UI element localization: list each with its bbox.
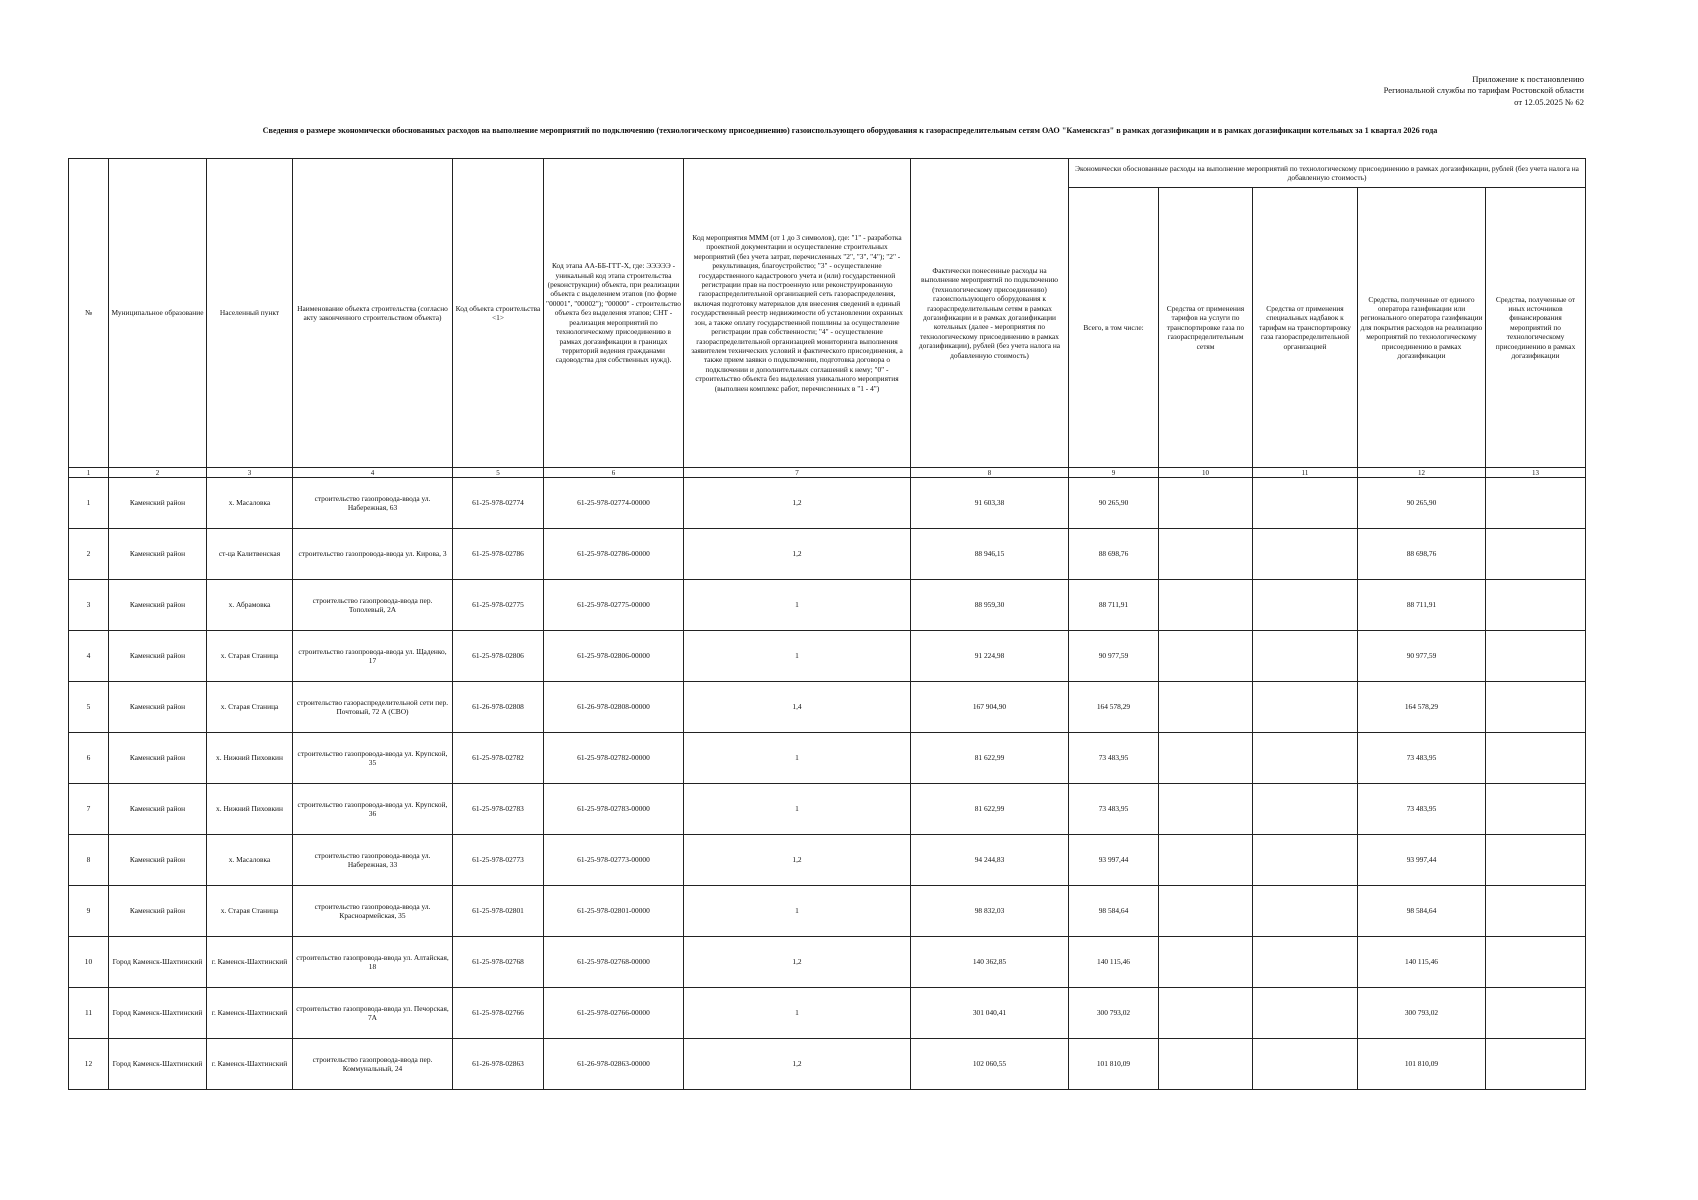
cell-no: 6: [69, 733, 109, 784]
cell-other-sources: [1486, 835, 1586, 886]
cell-object-name: строительство газопровода-ввода ул. Крупской, 36: [293, 784, 453, 835]
cell-total: 88 698,76: [1069, 529, 1159, 580]
cell-stage-code: 61-25-978-02806-00000: [544, 631, 684, 682]
cell-object-name: строительство газопровода-ввода ул. Кирова, 3: [293, 529, 453, 580]
cell-no: 7: [69, 784, 109, 835]
cell-transport-tariffs: [1159, 784, 1253, 835]
column-number: 12: [1358, 468, 1486, 478]
cell-actual-costs: 94 244,83: [911, 835, 1069, 886]
column-number: 3: [207, 468, 293, 478]
cell-object-code: 61-26-978-02808: [453, 682, 544, 733]
cell-activity-code: 1: [684, 784, 911, 835]
cell-transport-tariffs: [1159, 1039, 1253, 1090]
cell-object-code: 61-25-978-02806: [453, 631, 544, 682]
cell-actual-costs: 140 362,85: [911, 937, 1069, 988]
cell-activity-code: 1,2: [684, 478, 911, 529]
cell-no: 3: [69, 580, 109, 631]
cell-total: 73 483,95: [1069, 733, 1159, 784]
cell-other-sources: [1486, 478, 1586, 529]
column-number: 10: [1159, 468, 1253, 478]
table-row: [69, 784, 1586, 835]
cell-object-name: строительство газопровода-ввода ул. Алтайская, 18: [293, 937, 453, 988]
header-special-surcharges: Средства от применения специальных надбавок к тарифам на транспортировку газа газораспределительной организацией: [1253, 188, 1358, 468]
cell-transport-tariffs: [1159, 733, 1253, 784]
column-number: 2: [109, 468, 207, 478]
table-row: [69, 1039, 1586, 1090]
cell-operator-funds: 164 578,29: [1358, 682, 1486, 733]
cell-operator-funds: 101 810,09: [1358, 1039, 1486, 1090]
header-stage-code: Код этапа АА-ББ-ГГГ-Х, где: ЭЭЭЭЭ - уникальный код этапа строительства (реконструкции) объекта, при реализации объекта с выделением этапов (по форме "00001", "00002"); "00000" - строительство объекта без выделения этапов; СНТ - реализация мероприятий по технологическому присоединению в рамках догазификации в границах территорий ведения гражданами садоводства для собственных нужд).: [544, 159, 684, 468]
cell-settlement: х. Абрамовка: [207, 580, 293, 631]
cell-municipality: Каменский район: [109, 835, 207, 886]
cell-total: 88 711,91: [1069, 580, 1159, 631]
header-actual-costs: Фактически понесенные расходы на выполнение мероприятий по подключению (технологическому присоединению) газоиспользующего оборудования к газораспределительным сетям в рамках догазификации и в рамках догазификации котельных (далее - мероприятия по технологическому присоединению в рамках догазификации), рублей (без учета налога на добавленную стоимость): [911, 159, 1069, 468]
cell-activity-code: 1: [684, 733, 911, 784]
document-title: Сведения о размере экономически обоснованных расходов на выполнение мероприятий по подключению (технологическому присоединению) газоиспользующего оборудования к газораспределительным сетям ОАО "Каменскгаз" в рамках догазификации и в рамках догазификации котельных за 1 квартал 2026 года: [262, 126, 1438, 135]
table-row: [69, 478, 1586, 529]
cell-special-surcharges: [1253, 937, 1358, 988]
table-row: [69, 631, 1586, 682]
cell-special-surcharges: [1253, 478, 1358, 529]
cell-transport-tariffs: [1159, 529, 1253, 580]
cell-stage-code: 61-25-978-02801-00000: [544, 886, 684, 937]
cell-other-sources: [1486, 784, 1586, 835]
cell-activity-code: 1,2: [684, 835, 911, 886]
cell-no: 10: [69, 937, 109, 988]
table-row: [69, 886, 1586, 937]
cell-special-surcharges: [1253, 988, 1358, 1039]
cell-total: 90 977,59: [1069, 631, 1159, 682]
cell-stage-code: 61-25-978-02782-00000: [544, 733, 684, 784]
cell-object-code: 61-25-978-02766: [453, 988, 544, 1039]
cell-operator-funds: 73 483,95: [1358, 733, 1486, 784]
cell-activity-code: 1: [684, 988, 911, 1039]
cell-special-surcharges: [1253, 835, 1358, 886]
cell-settlement: х. Масаловка: [207, 478, 293, 529]
column-number: 7: [684, 468, 911, 478]
cell-no: 5: [69, 682, 109, 733]
cell-no: 8: [69, 835, 109, 886]
cell-total: 300 793,02: [1069, 988, 1159, 1039]
cell-object-code: 61-25-978-02801: [453, 886, 544, 937]
cell-transport-tariffs: [1159, 937, 1253, 988]
cell-object-name: строительство газораспределительной сети пер. Почтовый, 72 А (СВО): [293, 682, 453, 733]
cell-stage-code: 61-25-978-02783-00000: [544, 784, 684, 835]
cell-object-name: строительство газопровода-ввода пер. Коммунальный, 24: [293, 1039, 453, 1090]
cell-object-code: 61-25-978-02786: [453, 529, 544, 580]
cell-transport-tariffs: [1159, 631, 1253, 682]
cell-settlement: г. Каменск-Шахтинский: [207, 937, 293, 988]
cell-actual-costs: 81 622,99: [911, 733, 1069, 784]
cell-other-sources: [1486, 733, 1586, 784]
table-row: [69, 682, 1586, 733]
cell-activity-code: 1,2: [684, 529, 911, 580]
cell-operator-funds: 90 977,59: [1358, 631, 1486, 682]
cell-total: 90 265,90: [1069, 478, 1159, 529]
cell-actual-costs: 91 224,98: [911, 631, 1069, 682]
header-activity-code: Код мероприятия МММ (от 1 до 3 символов), где: "1" - разработка проектной документации и осуществление строительных мероприятий (без учета затрат, перечисленных "2", "3", "4"); "2" - рекультивация, благоустройство; "3" - осуществление государственного кадастрового учета и (или) государственной регистрации прав на построенную или реконструированную газораспределительной организацией сеть газораспределения, включая подготовку материалов для внесения сведений в единый государственный реестр недвижимости об установлении охранных зон, а также оплату государственной пошлины за осуществление регистрации прав собственности; "4" - осуществление газораспределительной организацией мониторинга выполнения заявителем технических условий и фактического присоединения, а также прием заявки о подключении, подготовка договора о подключении и дополнительных соглашений к нему; "0" - строительство объекта без выделения уникального мероприятия (выполнен комплекс работ, перечисленных в "1 - 4"): [684, 159, 911, 468]
cell-municipality: Каменский район: [109, 529, 207, 580]
header-row-group: [69, 159, 1586, 188]
column-number: 13: [1486, 468, 1586, 478]
cell-operator-funds: 90 265,90: [1358, 478, 1486, 529]
cell-activity-code: 1,4: [684, 682, 911, 733]
cell-municipality: Каменский район: [109, 784, 207, 835]
cell-other-sources: [1486, 1039, 1586, 1090]
cell-stage-code: 61-26-978-02808-00000: [544, 682, 684, 733]
cell-stage-code: 61-25-978-02768-00000: [544, 937, 684, 988]
table-row: [69, 580, 1586, 631]
cell-object-code: 61-25-978-02782: [453, 733, 544, 784]
column-number: 1: [69, 468, 109, 478]
cell-activity-code: 1,2: [684, 937, 911, 988]
cell-transport-tariffs: [1159, 580, 1253, 631]
cell-special-surcharges: [1253, 580, 1358, 631]
header-total: Всего, в том числе:: [1069, 188, 1159, 468]
cell-special-surcharges: [1253, 1039, 1358, 1090]
header-municipality: Муниципальное образование: [109, 159, 207, 468]
cell-other-sources: [1486, 988, 1586, 1039]
cell-object-code: 61-25-978-02775: [453, 580, 544, 631]
cell-total: 73 483,95: [1069, 784, 1159, 835]
cell-activity-code: 1: [684, 886, 911, 937]
column-number: 8: [911, 468, 1069, 478]
column-number: 11: [1253, 468, 1358, 478]
column-number: 5: [453, 468, 544, 478]
column-number-row: [69, 468, 1586, 478]
cell-municipality: Каменский район: [109, 631, 207, 682]
cell-other-sources: [1486, 937, 1586, 988]
cell-municipality: Каменский район: [109, 580, 207, 631]
cell-activity-code: 1: [684, 580, 911, 631]
cell-settlement: х. Старая Станица: [207, 631, 293, 682]
cell-total: 98 584,64: [1069, 886, 1159, 937]
cell-object-name: строительство газопровода-ввода пер. Тополевый, 2А: [293, 580, 453, 631]
cell-transport-tariffs: [1159, 682, 1253, 733]
cell-other-sources: [1486, 682, 1586, 733]
cell-no: 11: [69, 988, 109, 1039]
approval-line-1: Приложение к постановлению: [1472, 74, 1584, 84]
cell-object-name: строительство газопровода-ввода ул. Набережная, 63: [293, 478, 453, 529]
cell-object-name: строительство газопровода-ввода ул. Крупской, 35: [293, 733, 453, 784]
cell-stage-code: 61-25-978-02786-00000: [544, 529, 684, 580]
cell-stage-code: 61-26-978-02863-00000: [544, 1039, 684, 1090]
cell-operator-funds: 88 698,76: [1358, 529, 1486, 580]
cell-total: 140 115,46: [1069, 937, 1159, 988]
cell-actual-costs: 91 603,38: [911, 478, 1069, 529]
cell-actual-costs: 102 060,55: [911, 1039, 1069, 1090]
cell-total: 93 997,44: [1069, 835, 1159, 886]
header-transport-tariffs: Средства от применения тарифов на услуги по транспортировке газа по газораспределительным сетям: [1159, 188, 1253, 468]
cell-municipality: Город Каменск-Шахтинский: [109, 1039, 207, 1090]
table-row: [69, 733, 1586, 784]
cell-settlement: х. Нижний Пиховкин: [207, 784, 293, 835]
cell-settlement: х. Старая Станица: [207, 682, 293, 733]
cell-actual-costs: 81 622,99: [911, 784, 1069, 835]
cell-activity-code: 1,2: [684, 1039, 911, 1090]
cell-other-sources: [1486, 529, 1586, 580]
cell-stage-code: 61-25-978-02775-00000: [544, 580, 684, 631]
cell-settlement: х. Масаловка: [207, 835, 293, 886]
cell-object-name: строительство газопровода-ввода ул. Печорская, 7А: [293, 988, 453, 1039]
cell-settlement: г. Каменск-Шахтинский: [207, 988, 293, 1039]
cell-operator-funds: 88 711,91: [1358, 580, 1486, 631]
column-number: 4: [293, 468, 453, 478]
cell-stage-code: 61-25-978-02773-00000: [544, 835, 684, 886]
cell-transport-tariffs: [1159, 988, 1253, 1039]
cell-settlement: х. Старая Станица: [207, 886, 293, 937]
cell-municipality: Каменский район: [109, 478, 207, 529]
approval-line-2: Региональной службы по тарифам Ростовской области: [1383, 85, 1584, 96]
header-no: №: [69, 159, 109, 468]
header-operator-funds: Средства, полученные от единого оператора газификации или регионального оператора газификации для покрытия расходов на реализацию мероприятий по технологическому присоединению в рамках догазификации: [1358, 188, 1486, 468]
cell-other-sources: [1486, 580, 1586, 631]
cell-other-sources: [1486, 886, 1586, 937]
header-other-sources: Средства, полученные от иных источников финансирования мероприятий по технологическому присоединению в рамках догазификации: [1486, 188, 1586, 468]
column-number: 6: [544, 468, 684, 478]
cell-activity-code: 1: [684, 631, 911, 682]
table-body: [69, 468, 1586, 1090]
approval-note: [1224, 74, 1584, 108]
header-group-economic-costs: Экономически обоснованные расходы на выполнение мероприятий по технологическому присоединению в рамках догазификации, рублей (без учета налога на добавленную стоимость): [1069, 159, 1586, 188]
cell-settlement: г. Каменск-Шахтинский: [207, 1039, 293, 1090]
cell-settlement: х. Нижний Пиховкин: [207, 733, 293, 784]
cell-municipality: Каменский район: [109, 682, 207, 733]
cell-object-code: 61-25-978-02774: [453, 478, 544, 529]
cell-operator-funds: 300 793,02: [1358, 988, 1486, 1039]
cell-no: 9: [69, 886, 109, 937]
costs-table: [68, 158, 1586, 1090]
cell-settlement: ст-ца Калитвенская: [207, 529, 293, 580]
cell-total: 101 810,09: [1069, 1039, 1159, 1090]
cell-special-surcharges: [1253, 733, 1358, 784]
cell-object-code: 61-25-978-02768: [453, 937, 544, 988]
cell-special-surcharges: [1253, 886, 1358, 937]
cell-no: 12: [69, 1039, 109, 1090]
cell-actual-costs: 88 959,30: [911, 580, 1069, 631]
cell-municipality: Каменский район: [109, 733, 207, 784]
cell-actual-costs: 88 946,15: [911, 529, 1069, 580]
cell-no: 1: [69, 478, 109, 529]
cell-operator-funds: 73 483,95: [1358, 784, 1486, 835]
table-row: [69, 835, 1586, 886]
cell-no: 4: [69, 631, 109, 682]
cell-actual-costs: 167 904,90: [911, 682, 1069, 733]
cell-operator-funds: 98 584,64: [1358, 886, 1486, 937]
cell-object-name: строительство газопровода-ввода ул. Щаденко, 17: [293, 631, 453, 682]
cell-operator-funds: 93 997,44: [1358, 835, 1486, 886]
cell-special-surcharges: [1253, 529, 1358, 580]
cell-special-surcharges: [1253, 784, 1358, 835]
cell-no: 2: [69, 529, 109, 580]
cell-special-surcharges: [1253, 682, 1358, 733]
cell-transport-tariffs: [1159, 886, 1253, 937]
header-settlement: Населенный пункт: [207, 159, 293, 468]
cell-actual-costs: 301 040,41: [911, 988, 1069, 1039]
cell-stage-code: 61-25-978-02774-00000: [544, 478, 684, 529]
cell-object-code: 61-26-978-02863: [453, 1039, 544, 1090]
column-number: 9: [1069, 468, 1159, 478]
cell-municipality: Каменский район: [109, 886, 207, 937]
cell-total: 164 578,29: [1069, 682, 1159, 733]
approval-line-3: от 12.05.2025 № 62: [1514, 96, 1584, 107]
cell-municipality: Город Каменск-Шахтинский: [109, 988, 207, 1039]
cell-other-sources: [1486, 631, 1586, 682]
table-row: [69, 988, 1586, 1039]
cell-stage-code: 61-25-978-02766-00000: [544, 988, 684, 1039]
cell-special-surcharges: [1253, 631, 1358, 682]
header-object-code: Код объекта строительства <1>: [453, 159, 544, 468]
cell-operator-funds: 140 115,46: [1358, 937, 1486, 988]
header-object-name: Наименование объекта строительства (согласно акту законченного строительством объекта): [293, 159, 453, 468]
cell-actual-costs: 98 832,03: [911, 886, 1069, 937]
cell-object-code: 61-25-978-02773: [453, 835, 544, 886]
cell-object-name: строительство газопровода-ввода ул. Набережная, 33: [293, 835, 453, 886]
cell-object-code: 61-25-978-02783: [453, 784, 544, 835]
cell-object-name: строительство газопровода-ввода ул. Красноармейская, 35: [293, 886, 453, 937]
cell-transport-tariffs: [1159, 478, 1253, 529]
table-row: [69, 937, 1586, 988]
cell-municipality: Город Каменск-Шахтинский: [109, 937, 207, 988]
table-row: [69, 529, 1586, 580]
cell-transport-tariffs: [1159, 835, 1253, 886]
